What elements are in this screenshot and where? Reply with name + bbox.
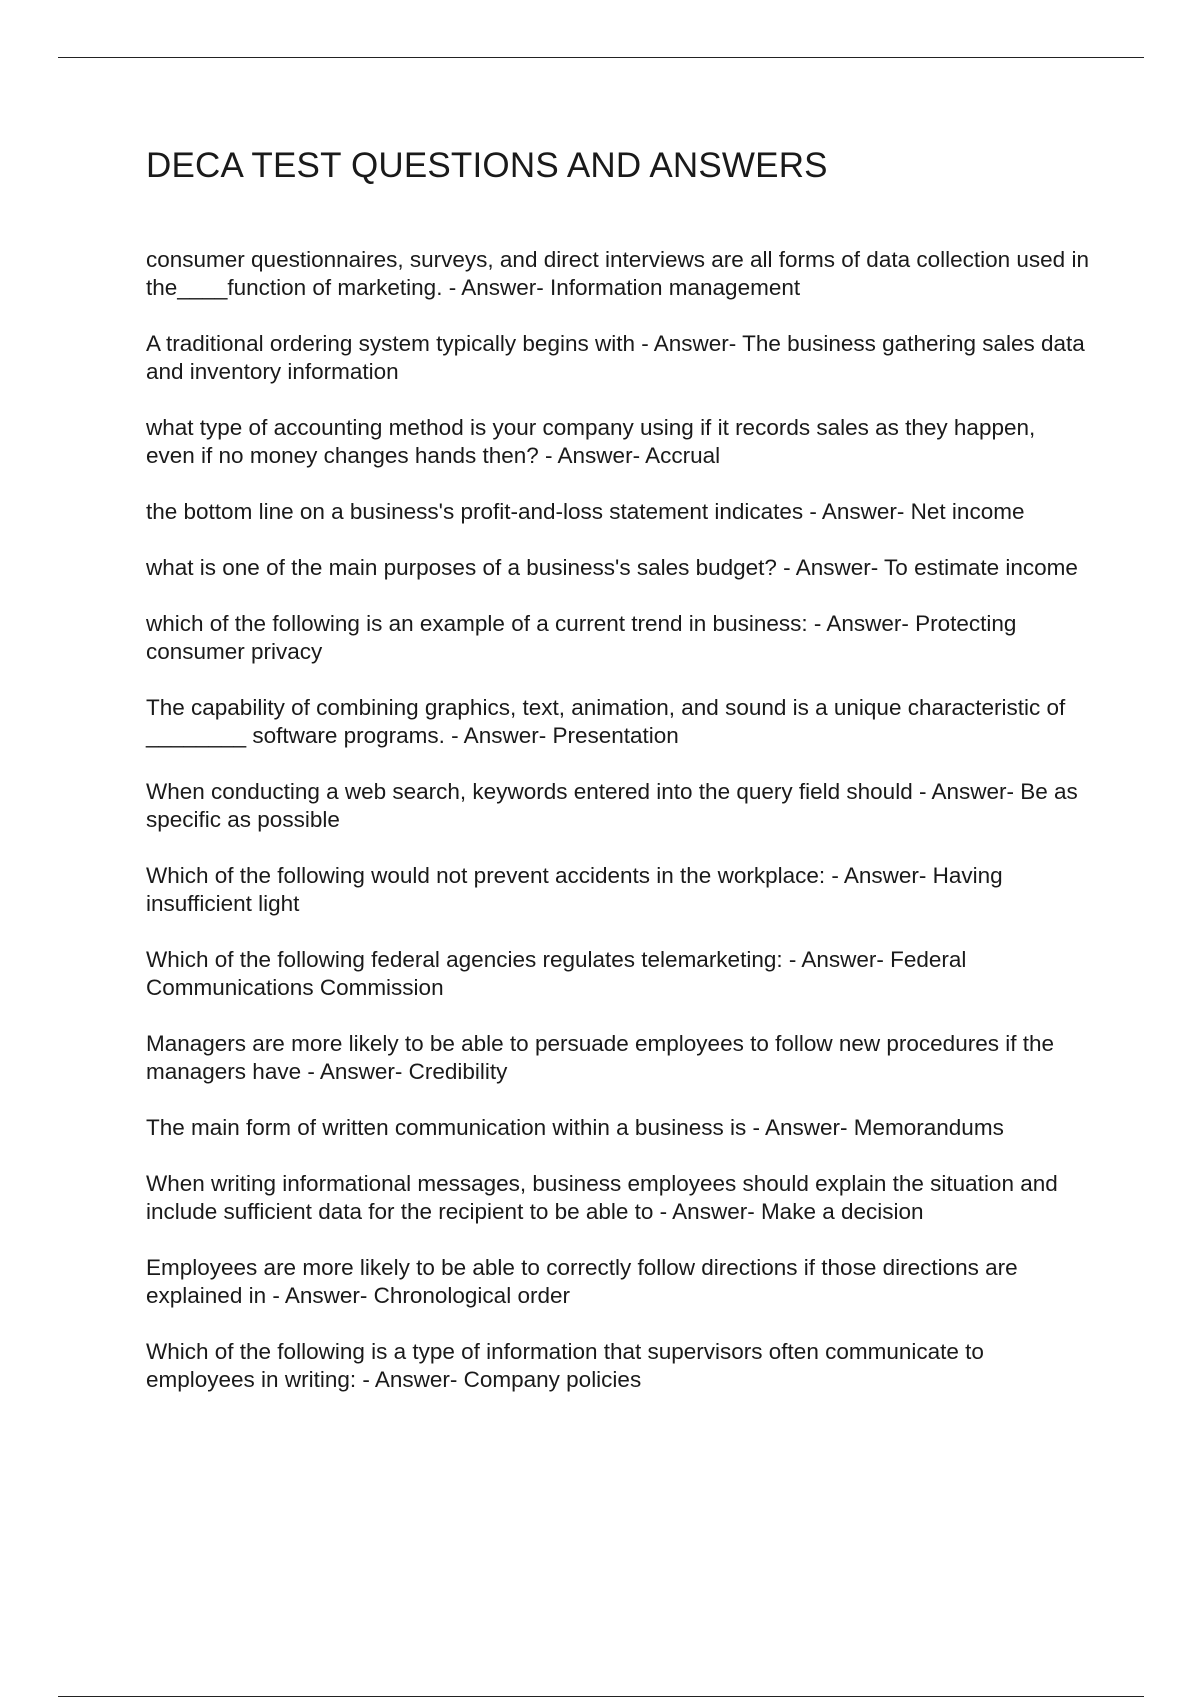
qa-item: Managers are more likely to be able to persuade employees to follow new procedures if the managers have - Answer- Credibility [146, 1031, 1054, 1084]
qa-item: When conducting a web search, keywords entered into the query field should - Answer- Be as specific as possible [146, 779, 1078, 832]
qa-item: The capability of combining graphics, text, animation, and sound is a unique characteristic of ________ software programs. - Answer- Presentation [146, 695, 1066, 748]
qa-item: When writing informational messages, business employees should explain the situation and include sufficient data for the recipient to be able to - Answer- Make a decision [146, 1171, 1058, 1224]
top-rule [58, 57, 1144, 58]
qa-item: what type of accounting method is your company using if it records sales as they happen, even if no money changes hands then? - Answer- Accrual [146, 415, 1036, 468]
page-content [146, 142, 1090, 1422]
page-title: DECA TEST QUESTIONS AND ANSWERS [146, 146, 828, 185]
qa-item: what is one of the main purposes of a business's sales budget? - Answer- To estimate income [146, 555, 1078, 580]
bottom-rule [58, 1696, 1144, 1697]
qa-item: Which of the following is a type of information that supervisors often communicate to employees in writing: - Answer- Company policies [146, 1339, 984, 1392]
qa-item: Which of the following would not prevent accidents in the workplace: - Answer- Having insufficient light [146, 863, 1003, 916]
qa-item: The main form of written communication within a business is - Answer- Memorandums [146, 1115, 1004, 1140]
qa-item: consumer questionnaires, surveys, and direct interviews are all forms of data collection used in the____function of marketing. - Answer- Information management [146, 247, 1089, 300]
qa-item: Which of the following federal agencies regulates telemarketing: - Answer- Federal Communications Commission [146, 947, 967, 1000]
qa-list [146, 246, 1090, 1394]
qa-item: Employees are more likely to be able to correctly follow directions if those directions are explained in - Answer- Chronological order [146, 1255, 1018, 1308]
qa-item: A traditional ordering system typically begins with - Answer- The business gathering sales data and inventory information [146, 331, 1085, 384]
qa-item: which of the following is an example of a current trend in business: - Answer- Protecting consumer privacy [146, 611, 1017, 664]
qa-item: the bottom line on a business's profit-and-loss statement indicates - Answer- Net income [146, 499, 1025, 524]
